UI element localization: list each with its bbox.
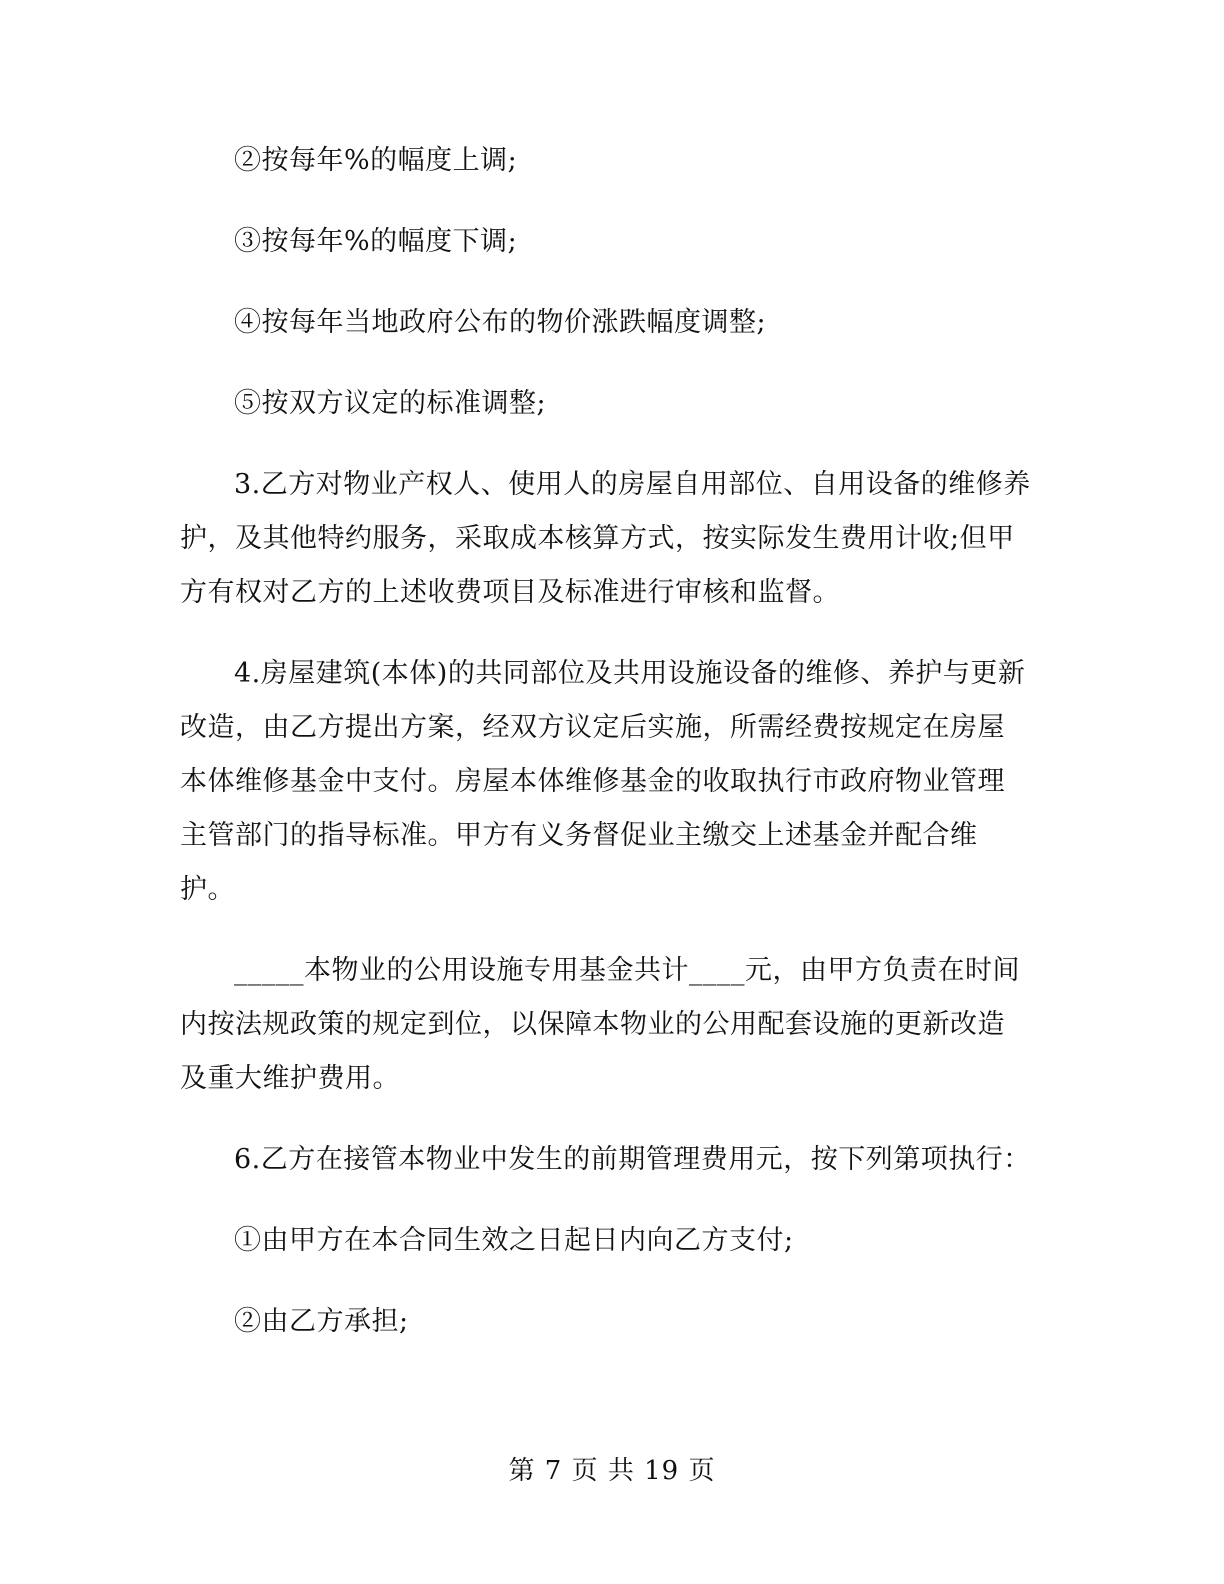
paragraph-item-2-up: ②按每年%的幅度上调; (234, 145, 518, 176)
paragraph-clause-5: _____本物业的公用设施专用基金共计____元，由甲方负责在时间内按法规政策的规定到位，以保障本物业的公用配套设施的更新改造及重大维护费用。 (180, 955, 1020, 1094)
paragraph-clause-6: 6.乙方在接管本物业中发生的前期管理费用元，按下列第项执行： (234, 1144, 1031, 1175)
paragraph-option-1: ①由甲方在本合同生效之日起日内向乙方支付; (234, 1225, 794, 1256)
paragraph-clause-4: 4.房屋建筑(本体)的共同部位及共用设施设备的维修、养护与更新改造，由乙方提出方案，经双方议定后实施，所需经费按规定在房屋本体维修基金中支付。房屋本体维修基金的收取执行市政府物业管理主管部门的指导标准。甲方有义务督促业主缴交上述基金并配合维护。 (180, 658, 1026, 905)
paragraph-item-4-price-index: ④按每年当地政府公布的物价涨跌幅度调整; (234, 307, 767, 338)
page-number-footer: 第 7 页 共 19 页 (508, 1456, 716, 1486)
paragraph-option-2: ②由乙方承担; (234, 1306, 409, 1337)
paragraph-clause-3: 3.乙方对物业产权人、使用人的房屋自用部位、自用设备的维修养护，及其他特约服务，采取成本核算方式，按实际发生费用计收;但甲方有权对乙方的上述收费项目及标准进行审核和监督。 (180, 469, 1031, 608)
paragraph-item-3-down: ③按每年%的幅度下调; (234, 226, 518, 257)
document-body (180, 134, 1032, 1376)
paragraph-item-5-negotiated: ⑤按双方议定的标准调整; (234, 388, 547, 419)
